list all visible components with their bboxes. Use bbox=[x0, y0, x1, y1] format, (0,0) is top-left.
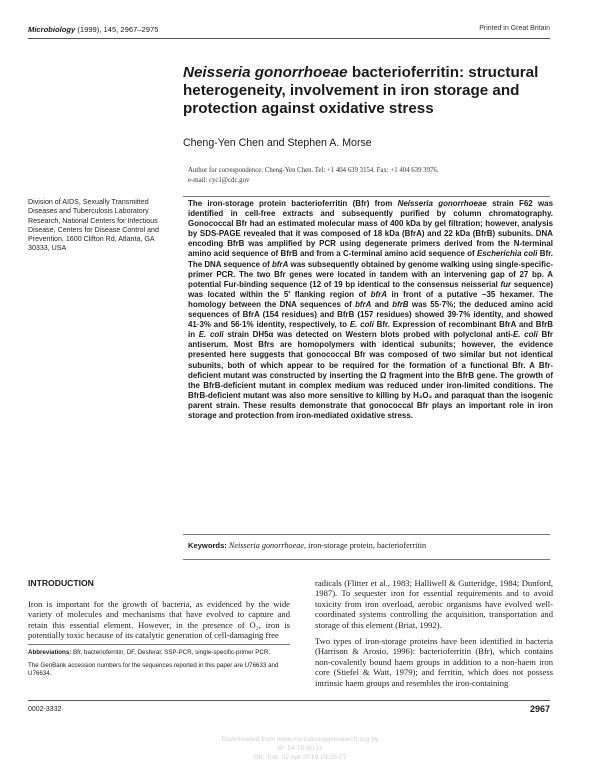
abstract-italic: bfrA bbox=[271, 259, 289, 269]
abstract-text: and bbox=[371, 299, 393, 309]
correspondence-email: e-mail: cyc1@cdc.gov bbox=[188, 177, 250, 184]
issn: 0002-3332 bbox=[28, 706, 62, 713]
abbreviations-note bbox=[28, 649, 290, 658]
keywords-organism: Neisseria gonorrhoeae bbox=[228, 541, 305, 550]
title-rest: bacterioferritin: structural heterogeneity, involvement in iron storage and protection against oxidative stress bbox=[183, 64, 539, 117]
abstract-text: strain F62 was identified in cell-free extracts and subsequently purified by column chromatography. Gonococcal Bfr had an estimated molecular mass of 400 kDa by gel filtration; however, analysis by SDS-PAGE revealed that it was composed of 18 kDa (BfrA) and 22 kDa (BfrB) subunits. DNA encoding BfrB was amplified by PCR using degenerate primers derived from the N-terminal amino acid sequence of BfrB and from a C-terminal amino acid sequence of bbox=[188, 199, 553, 259]
paragraph: radicals (Flitter et al., 1983; Halliwell & Gutteridge, 1984; Dunford, 1987). To sequester iron for essential requirements and to avoid toxicity from iron overload, aerobic organisms have evolved well-coordinated systems controlling the acquisition, transportation and storage of this element (Briat, 1992). bbox=[315, 578, 553, 630]
abstract-italic: fur bbox=[500, 279, 512, 289]
printed-in: Printed in Great Britain bbox=[479, 25, 550, 32]
abstract-italic: bfrB bbox=[392, 299, 409, 309]
abstract-italic: E. coli bbox=[349, 320, 374, 330]
volume-pages: (1999), 145, 2967–2975 bbox=[75, 25, 159, 34]
abstract-text: Bfr. The DNA sequence of bbox=[188, 249, 553, 269]
abstract-italic: E. coli bbox=[512, 330, 538, 340]
abstract-text: was 55·7%; the deduced amino acid sequences of BfrA (154 residues) and BfrB (157 residues) showed 39·7% identity, and showed 41·3% and 56·1% identity, respectively, to bbox=[188, 299, 554, 330]
abstract-italic: bfrA bbox=[355, 299, 372, 309]
watermark-line: IP: 54.70.40.11 bbox=[277, 745, 323, 752]
abstract-text: in front of a putative −35 hexamer. The homology between the DNA sequences of bbox=[188, 289, 553, 309]
correspondence bbox=[188, 166, 438, 186]
abstract-text: The iron-storage protein bacterioferritin (Bfr) from bbox=[188, 199, 398, 208]
abstract-text: was subsequently obtained by genome walking using single-specific-primer PCR. The two Bfr genes were located in tandem with an intervening gap of 27 bp. A potential Fur-binding sequence (12 of 19 bp identical to the consensus neisserial bbox=[188, 259, 553, 289]
correspondence-line: Author for correspondence: Cheng-Yen Chen. Tel: +1 404 639 3154. Fax: +1 404 639 3976. bbox=[188, 167, 439, 174]
body-column-right bbox=[315, 578, 553, 694]
title-organism: Neisseria gonorrhoeae bbox=[183, 64, 348, 81]
keywords-rest: , iron-storage protein, bacterioferritin bbox=[304, 541, 427, 550]
abstract bbox=[188, 199, 553, 421]
genbank-note: The GenBank accession numbers for the sequences reported in this paper are U76633 and U76634. bbox=[28, 661, 279, 678]
abbreviations-label: Abbreviations: bbox=[28, 649, 72, 656]
article-title bbox=[183, 64, 563, 118]
section-heading: INTRODUCTION bbox=[28, 578, 94, 588]
abstract-text: strain DH5α was detected on Western blots probed with polyclonal anti- bbox=[223, 330, 513, 340]
footer-rule bbox=[28, 700, 550, 701]
keywords-box bbox=[183, 534, 550, 560]
journal-citation bbox=[28, 25, 158, 34]
abstract-italic: Escherichia coli bbox=[476, 249, 538, 259]
download-watermark bbox=[0, 735, 600, 762]
paragraph: Two types of iron-storage proteins have been identified in bacteria (Harrison & Arosio, 1996): bacterioferritin (Bfr), which contains non-covalently bound haem groups in addition to a non-haem iron core (Stiefel & Watt, 1979); and ferritin, which does not possess intrinsic haem groups and resembles the iron-containing bbox=[315, 636, 553, 688]
footnote-rule bbox=[28, 644, 290, 645]
affiliation: Division of AIDS, Sexually Transmitted Diseases and Tuberculosis Laboratory Research, National Centers for Infectious Disease, Centers for Disease Control and Prevention, 1600 Clifton Rd, Atlanta, GA 30333, USA bbox=[28, 198, 159, 253]
watermark-line: On: Tue, 02 Apr 2019 19:25:07 bbox=[253, 754, 347, 761]
abbreviations-text: Bfr, bacterioferritin; DF, Desferal; SSP-PCR, single-specific-primer PCR. bbox=[71, 649, 271, 656]
abstract-text: Bfr. Expression of recombinant BfrA and BfrB in bbox=[188, 320, 554, 340]
authors: Cheng-Yen Chen and Stephen A. Morse bbox=[183, 137, 372, 149]
page-number: 2967 bbox=[529, 704, 550, 714]
watermark-line: Downloaded from www.microbiologyresearch.org by bbox=[221, 736, 379, 743]
abstract-italic: bfrA bbox=[370, 289, 387, 299]
keywords-label: Keywords: bbox=[188, 541, 227, 550]
footnotes bbox=[28, 649, 290, 683]
paragraph: Iron is important for the growth of bacteria, as evidenced by the wide variety of molecules and mechanisms that have evolved to capture and retain this essential element. However, in the presence of O₂, iron is potentially toxic because of its catalytic generation of cell-damaging free bbox=[28, 599, 290, 641]
abstract-italic: E. coli bbox=[198, 330, 224, 340]
body-column-left bbox=[28, 599, 290, 641]
abstract-text: Bfr antiserum. Most Bfrs are homopolymers with identical subunits; however, the evidence presented here suggests that gonococcal Bfr was composed of two similar but not identical subunits, both of which appear to be required for the formation of a functional Bfr. A Bfr-deficient mutant was constructed by inserting the Ω fragment into the BfrB gene. The growth of the BfrB-deficient mutant in complex medium was reduced under iron-limited conditions. The BfrB-deficient mutant was also more sensitive to killing by H₂O₂ and paraquat than the isogenic parent strain. These results demonstrate that gonococcal Bfr plays an important role in iron storage and protection from iron-mediated oxidative stress. bbox=[188, 330, 553, 420]
header-rule bbox=[28, 38, 550, 39]
keywords bbox=[188, 541, 426, 550]
abstract-rule bbox=[183, 196, 550, 197]
abstract-italic: Neisseria gonorrhoeae bbox=[397, 199, 487, 208]
abstract-text: sequence) was located within the 5′ flanking region of bbox=[188, 279, 554, 299]
journal-name: Microbiology bbox=[28, 25, 76, 34]
